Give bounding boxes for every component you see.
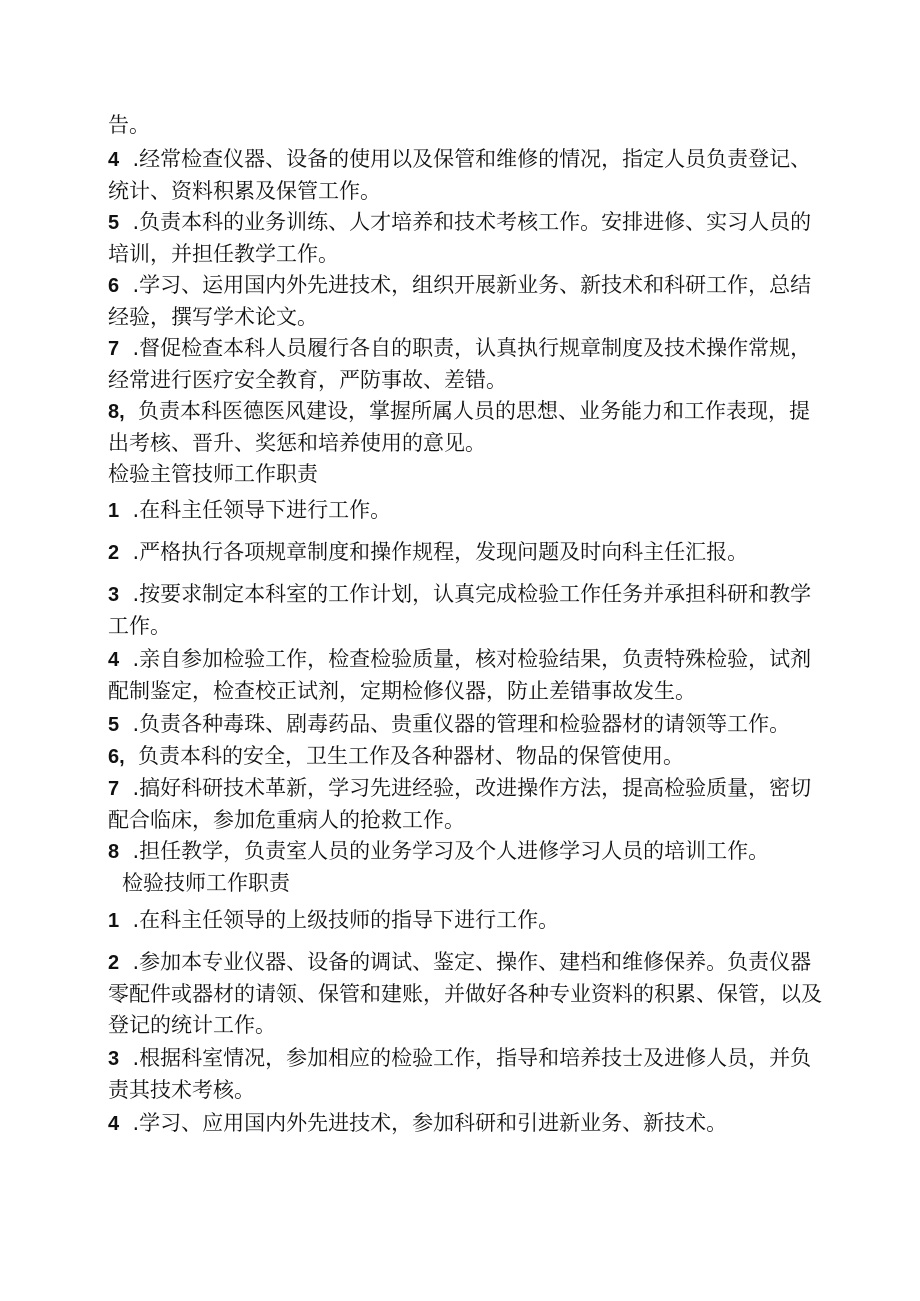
item-number: 3 [108, 1048, 120, 1070]
item-text: .根据科室情况，参加相应的检验工作，指导和培养技士及进修人员，并负责其技术考核。 [108, 1046, 812, 1102]
item-number: 4 [108, 1113, 120, 1135]
item-text: .负责本科的业务训练、人才培养和技术考核工作。安排进修、实习人员的培训，并担任教学工作。 [108, 210, 812, 266]
document-body [108, 110, 828, 1140]
item-text: 告。 [108, 113, 150, 137]
item-text: .按要求制定本科室的工作计划，认真完成检验工作任务并承担科研和教学工作。 [108, 582, 812, 638]
list-item [108, 644, 828, 707]
item-number: 6, [108, 746, 125, 768]
item-text: 负责本科医德医风建设，掌握所属人员的思想、业务能力和工作表现，提出考核、晋升、奖惩和培养使用的意见。 [108, 399, 811, 455]
list-item [108, 709, 828, 741]
list-item [108, 1108, 828, 1140]
item-number: 3 [108, 584, 120, 606]
item-number: 2 [108, 542, 120, 564]
item-number: 6 [108, 275, 120, 297]
list-item [108, 495, 828, 527]
list-item [108, 905, 828, 937]
item-text: 负责本科的安全，卫生工作及各种器材、物品的保管使用。 [138, 744, 685, 768]
item-text: .经常检查仪器、设备的使用以及保管和维修的情况，指定人员负责登记、统计、资料积累及保管工作。 [108, 147, 812, 203]
item-text: .负责各种毒珠、剧毒药品、贵重仪器的管理和检验器材的请领等工作。 [132, 712, 791, 736]
heading-text: 检验主管技师工作职责 [108, 462, 318, 486]
list-item [108, 1043, 828, 1106]
item-number: 5 [108, 212, 120, 234]
item-text: .在科主任领导的上级技师的指导下进行工作。 [132, 908, 560, 932]
section-heading [108, 459, 828, 490]
list-item [108, 537, 828, 569]
item-text: .参加本专业仪器、设备的调试、鉴定、操作、建档和维修保养。负责仪器零配件或器材的请领、保管和建账，并做好各种专业资料的积累、保管，以及登记的统计工作。 [108, 950, 822, 1037]
item-number: 4 [108, 149, 120, 171]
list-item [108, 333, 828, 396]
heading-text: 检验技师工作职责 [122, 871, 290, 895]
list-item [108, 947, 828, 1041]
item-number: 8, [108, 401, 125, 423]
list-item [108, 773, 828, 836]
item-number: 1 [108, 500, 120, 522]
item-number: 4 [108, 649, 120, 671]
item-number: 7 [108, 338, 120, 360]
item-text: .督促检查本科人员履行各自的职责，认真执行规章制度及技术操作常规，经常进行医疗安全教育，严防事故、差错。 [108, 336, 812, 392]
list-item [108, 207, 828, 270]
item-text: .亲自参加检验工作，检查检验质量，核对检验结果，负责特殊检验，试剂配制鉴定，检查校正试剂，定期检修仪器，防止差错事故发生。 [108, 647, 812, 703]
item-number: 2 [108, 952, 120, 974]
item-text: .学习、运用国内外先进技术，组织开展新业务、新技术和科研工作，总结经验，撰写学术论文。 [108, 273, 812, 329]
list-item [108, 836, 828, 868]
section-heading [108, 868, 828, 899]
item-number: 8 [108, 841, 120, 863]
list-item [108, 741, 828, 773]
item-text: .搞好科研技术革新，学习先进经验，改进操作方法，提高检验质量，密切配合临床，参加危重病人的抢救工作。 [108, 776, 812, 832]
item-text: .担任教学，负责室人员的业务学习及个人进修学习人员的培训工作。 [132, 839, 770, 863]
item-text: .在科主任领导下进行工作。 [132, 498, 392, 522]
list-item [108, 579, 828, 642]
list-item [108, 396, 828, 459]
item-number: 7 [108, 778, 120, 800]
list-item [108, 110, 828, 141]
item-number: 1 [108, 910, 120, 932]
list-item [108, 144, 828, 207]
item-text: .严格执行各项规章制度和操作规程，发现问题及时向科主任汇报。 [132, 540, 749, 564]
list-item [108, 270, 828, 333]
item-number: 5 [108, 714, 120, 736]
item-text: .学习、应用国内外先进技术，参加科研和引进新业务、新技术。 [132, 1111, 728, 1135]
